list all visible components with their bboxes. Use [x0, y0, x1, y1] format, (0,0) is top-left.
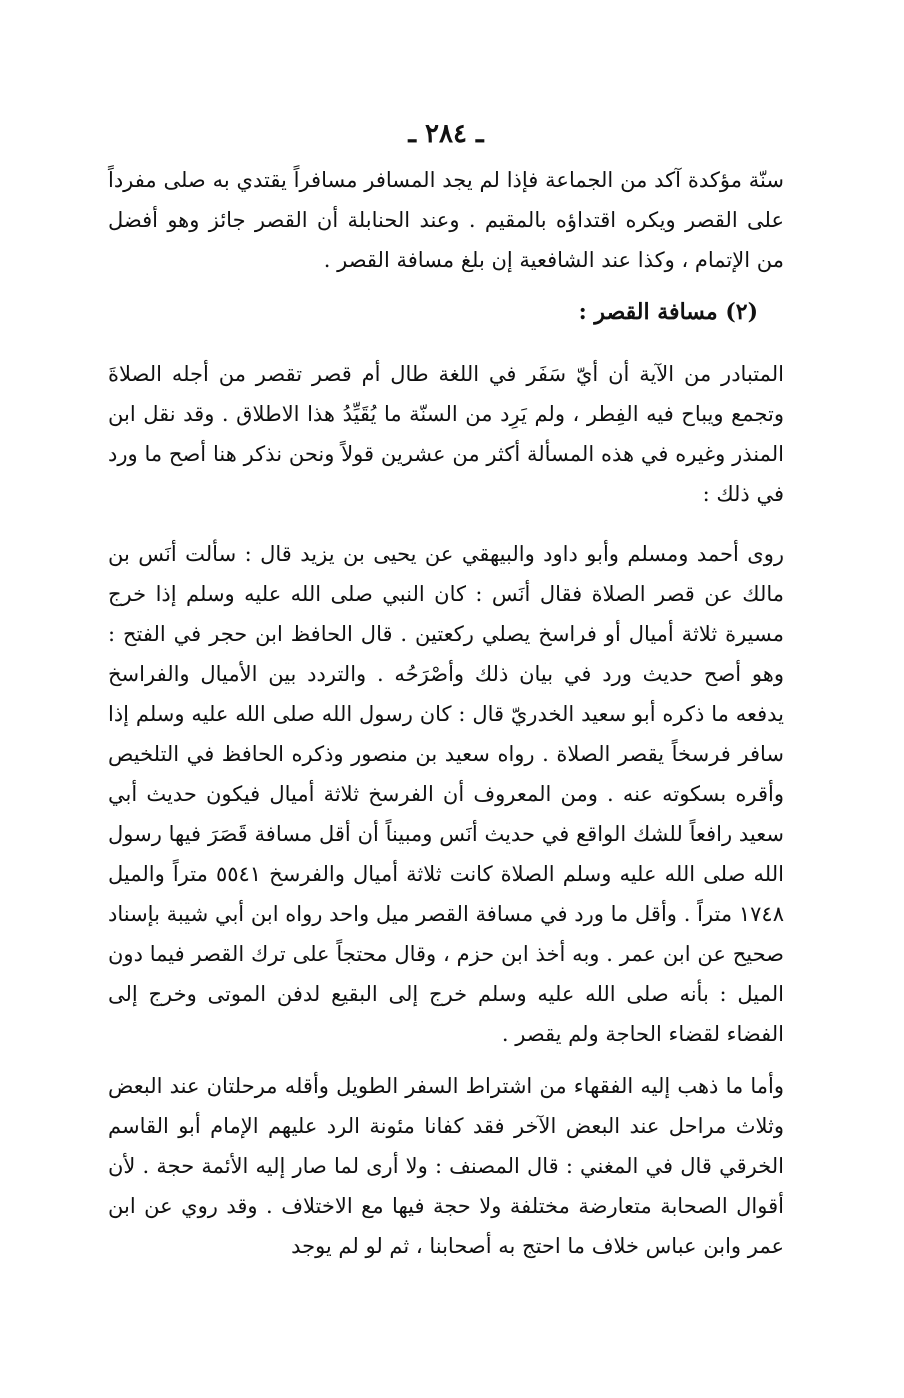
section-heading: (٢) مسافة القصر :: [578, 299, 758, 325]
book-page: [108, 112, 784, 1266]
paragraph-jurists: وأما ما ذهب إليه الفقهاء من اشتراط السفر الطويل وأقله مرحلتان عند البعض وثلاث مراحل عند البعض الآخر فقد كفانا مئونة الرد عليهم الإمام أبو القاسم الخرقي قال في المغني : قال المصنف : ولا أرى لما صار إليه الأئمة حجة . لأن أقوال الصحابة متعارضة مختلفة ولا حجة فيها مع الاختلاف . وقد روي عن ابن عمر وابن عباس خلاف ما احتج به أصحابنا ، ثم لو لم يوجد: [108, 1074, 784, 1258]
paragraph-intro: سنّة مؤكدة آكد من الجماعة فإذا لم يجد المسافر مسافراً يقتدي به صلى مفرداً على القصر ويكره اقتداؤه بالمقيم . وعند الحنابلة أن القصر جائز وهو أفضل من الإتمام ، وكذا عند الشافعية إن بلغ مسافة القصر .: [108, 168, 784, 272]
paragraph-hadith: روى أحمد ومسلم وأبو داود والبيهقي عن يحيى بن يزيد قال : سألت أنَس بن مالك عن قصر الصلاة فقال أنَس : كان النبي صلى الله عليه وسلم إذا خرج مسيرة ثلاثة أميال أو فراسخ يصلي ركعتين . قال الحافظ ابن حجر في الفتح : وهو أصح حديث ورد في بيان ذلك وأصْرَحُه . والتردد بين الأميال والفراسخ يدفعه ما ذكره أبو سعيد الخدريّ قال : كان رسول الله صلى الله عليه وسلم إذا سافر فرسخاً يقصر الصلاة . رواه سعيد بن منصور وذكره الحافظ في التلخيص وأقره بسكوته عنه . ومن المعروف أن الفرسخ ثلاثة أميال فيكون حديث أبي سعيد رافعاً للشك الواقع في حديث أنَس ومبيناً أن أقل مسافة قَصَرَ فيها رسول الله صلى الله عليه وسلم الصلاة كانت ثلاثة أميال والفرسخ ٥٥٤١ متراً والميل ١٧٤٨ متراً . وأقل ما ورد في مسافة القصر ميل واحد رواه ابن أبي شيبة بإسناد صحيح عن ابن عمر . وبه أخذ ابن حزم ، وقال محتجاً على ترك القصر فيما دون الميل : بأنه صلى الله عليه وسلم خرج إلى البقيع لدفن الموتى وخرج إلى الفضاء لقضاء الحاجة ولم يقصر .: [108, 542, 784, 1046]
page-number: ـ ٢٨٤ ـ: [408, 119, 484, 149]
paragraph-definition: المتبادر من الآية أن أيّ سَفَر في اللغة طال أم قصر تقصر من أجله الصلاةَ وتجمع ويباح فيه الفِطر ، ولم يَرِد من السنّة ما يُقَيِّدُ هذا الاطلاق . وقد نقل ابن المنذر وغيره في هذه المسألة أكثر من عشرين قولاً ونحن نذكر هنا أصح ما ورد في ذلك :: [108, 362, 784, 506]
